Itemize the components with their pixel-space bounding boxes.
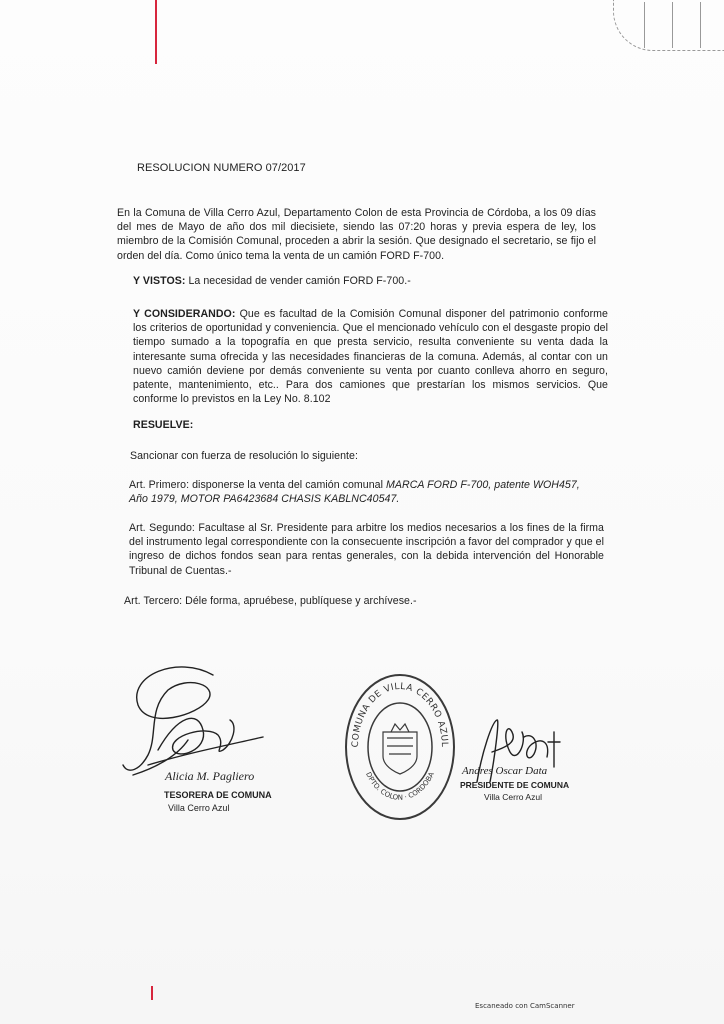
scanner-footer: Escaneado con CamScanner <box>475 1002 575 1010</box>
left-signature-place: Villa Cerro Azul <box>168 803 230 813</box>
vistos-text: La necesidad de vender camión FORD F-700.- <box>185 275 411 287</box>
vistos-label: Y VISTOS: <box>133 275 186 287</box>
right-signature-name: Andres Oscar Data <box>462 765 548 777</box>
resolution-title: RESOLUCION NUMERO 07/2017 <box>137 162 306 174</box>
corner-stamp <box>613 0 724 51</box>
vistos-paragraph <box>133 274 603 288</box>
article-first <box>129 478 599 506</box>
resuelve-label: RESUELVE: <box>133 419 194 431</box>
margin-line-bottom <box>151 986 153 1000</box>
sancionar-line: Sancionar con fuerza de resolución lo siguiente: <box>130 450 358 462</box>
art1-text: Art. Primero: disponerse la venta del camión comunal <box>129 479 387 491</box>
left-signature-name: Alicia M. Pagliero <box>165 769 255 783</box>
official-seal <box>343 672 457 822</box>
seal-lower-text: DPTO. COLON · CORDOBA <box>364 770 436 802</box>
margin-line-top <box>155 0 157 64</box>
right-signature-place: Villa Cerro Azul <box>484 792 542 802</box>
considerando-paragraph <box>133 307 608 406</box>
seal-ring-text: COMUNA DE VILLA CERRO AZUL <box>350 681 450 748</box>
considerando-label: Y CONSIDERANDO: <box>133 308 236 320</box>
intro-paragraph: En la Comuna de Villa Cerro Azul, Departamento Colon de esta Provincia de Córdoba, a los 09 días del mes de Mayo de año dos mil diecisiete, siendo las 07:20 horas y previa espera de ley, los miembro de la Comisión Comunal, proceden a abrir la sesión. Que designado el secretario, se fijo el orden del día. Como único tema la venta de un camión FORD F-700. <box>117 207 596 262</box>
art1-vehicle: MARCA FORD F-700, patente WOH457, Año 1979, MOTOR PA6423684 CHASIS KABLNC40547. <box>129 479 580 506</box>
resuelve-heading <box>133 418 193 432</box>
coat-of-arms-icon <box>383 724 417 774</box>
article-third: Art. Tercero: Déle forma, apruébese, publíquese y archívese.- <box>124 595 417 607</box>
right-signature-role: PRESIDENTE DE COMUNA <box>460 780 570 790</box>
left-signature-role: TESORERA DE COMUNA <box>164 790 272 800</box>
article-second: Art. Segundo: Facultase al Sr. Presidente para arbitre los medios necesarios a los fines de la firma del instrumento legal correspondiente con la consecuente inscripción a favor del comprador y que el ingreso de dichos fondos sean para rentas generales, con la debida intervención del Honorable Tribunal de Cuentas.- <box>129 522 604 577</box>
considerando-text: Que es facultad de la Comisión Comunal disponer del patrimonio conforme los criterios de oportunidad y conveniencia. Que el mencionado vehículo con el desgaste propio del tiempo sumado a la topografía en que presta servicio, resulta conveniente su venta dada la interesante suma ofrecida y las necesidades financieras de la comuna. Además, al contar con un nuevo camión deviene por demás conveniente su venta por cuanto conlleva ahorro en seguro, patente, mantenimiento, etc.. Para dos camiones que prestarían los mismos servicios. Que conforme lo previstos en la Ley No. 8.102 <box>133 308 608 406</box>
